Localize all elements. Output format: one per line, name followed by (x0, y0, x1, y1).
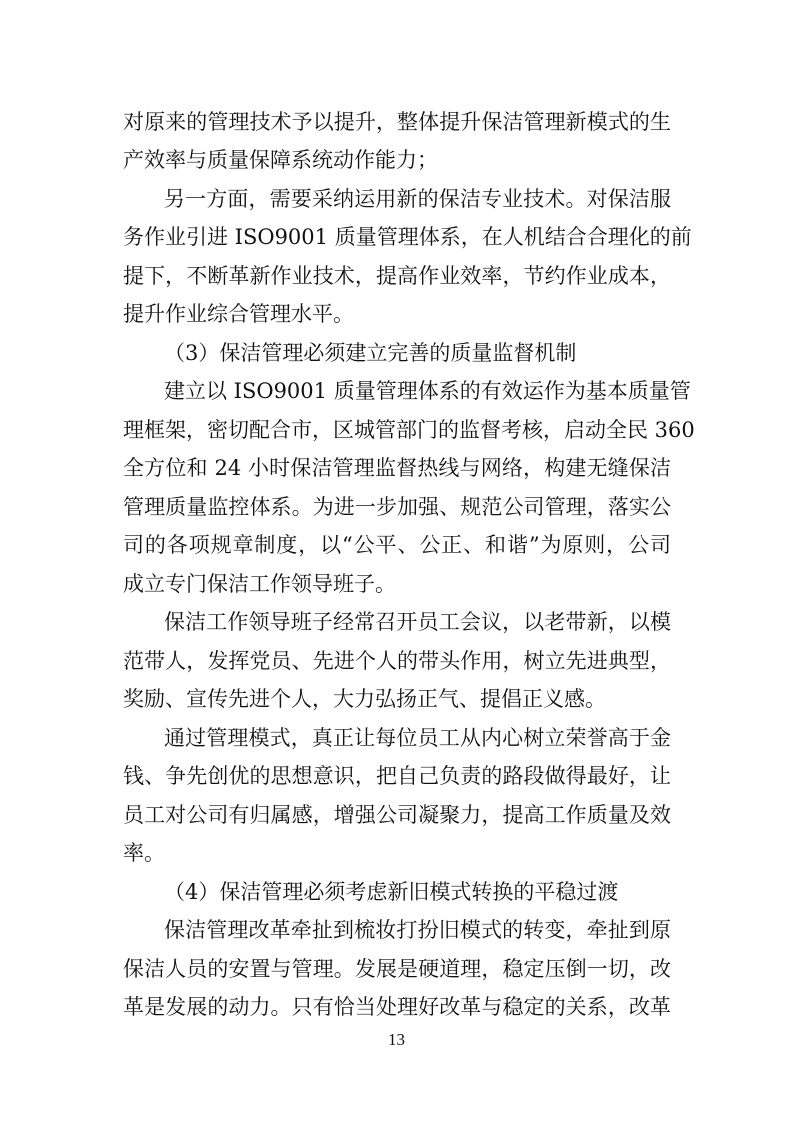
section-heading: （4）保洁管理必须考虑新旧模式转换的平稳过渡 (164, 880, 619, 904)
paragraph-line: 范带人，发挥党员、先进个人的带头作用，树立先进典型， (123, 649, 671, 673)
page-number: 13 (388, 1030, 405, 1049)
section-heading: （3）保洁管理必须建立完善的质量监督机制 (164, 341, 577, 365)
paragraph-line: 对原来的管理技术予以提升，整体提升保洁管理新模式的生 (123, 110, 671, 134)
paragraph-line: 率。 (123, 841, 165, 865)
paragraph-line: 奖励、宣传先进个人，大力弘扬正气、提倡正义感。 (123, 687, 606, 711)
paragraph-line: 保洁人员的安置与管理。发展是硬道理，稳定压倒一切，改 (123, 957, 671, 981)
paragraph-line: 提下，不断革新作业技术，提高作业效率，节约作业成本， (123, 264, 671, 288)
paragraph-line: 另一方面，需要采纳运用新的保洁专业技术。对保洁服 (164, 187, 671, 211)
paragraph-line: 通过管理模式，真正让每位员工从内心树立荣誉高于金 (164, 726, 671, 750)
paragraph-line: 钱、争先创优的思想意识，把自己负责的路段做得最好，让 (123, 764, 671, 788)
paragraph-line: 管理质量监控体系。为进一步加强、规范公司管理，落实公 (123, 495, 671, 519)
paragraph-line: 司的各项规章制度，以“公平、公正、和谐”为原则，公司 (123, 533, 671, 557)
paragraph-line: 保洁管理改革牵扯到梳妆打扮旧模式的转变，牵扯到原 (164, 918, 671, 942)
paragraph-line: 成立专门保洁工作领导班子。 (123, 572, 396, 596)
paragraph-line: 务作业引进 ISO9001 质量管理体系，在人机结合合理化的前 (123, 225, 692, 249)
paragraph-line: 员工对公司有归属感，增强公司凝聚力，提高工作质量及效 (123, 803, 671, 827)
paragraph-line: 保洁工作领导班子经常召开员工会议，以老带新，以模 (164, 610, 671, 634)
paragraph-line: 革是发展的动力。只有恰当处理好改革与稳定的关系，改革 (123, 995, 671, 1019)
paragraph-line: 理框架，密切配合市，区城管部门的监督考核，启动全民 360 (123, 418, 695, 442)
paragraph-line: 建立以 ISO9001 质量管理体系的有效运作为基本质量管 (164, 379, 691, 403)
paragraph-line: 产效率与质量保障系统动作能力； (123, 148, 438, 172)
paragraph-line: 提升作业综合管理水平。 (123, 302, 354, 326)
paragraph-line: 全方位和 24 小时保洁管理监督热线与网络，构建无缝保洁 (123, 456, 671, 480)
